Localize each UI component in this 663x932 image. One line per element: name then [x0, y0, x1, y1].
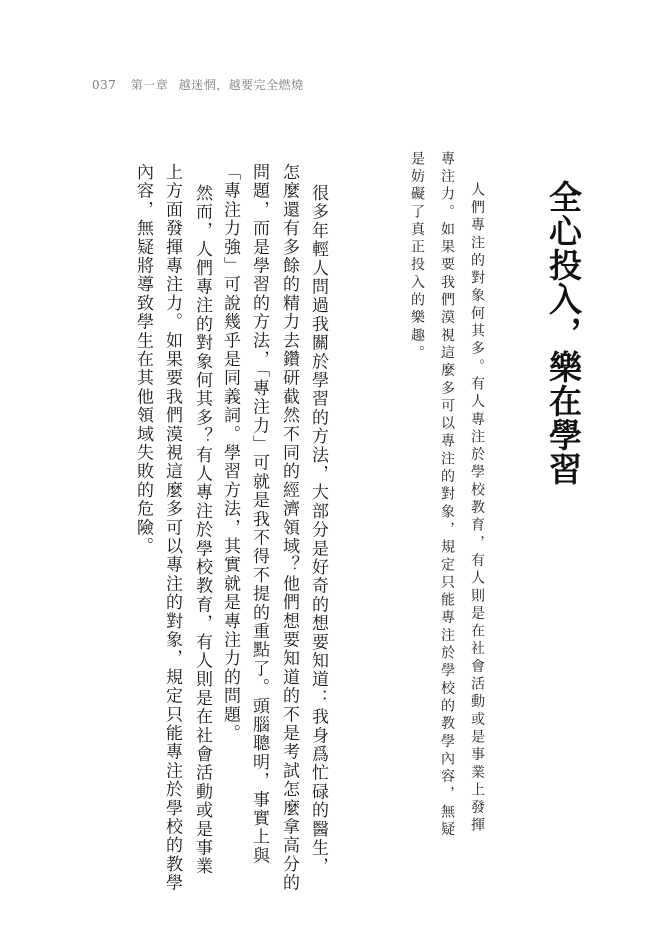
body-line: 上方面發揮專注力。如果要我們漠視這麼多可以專注的對象，規定只能專注於學校的教學	[162, 163, 182, 893]
intro-line: 人們專注的對象何其多。有人專注於學校教育，有人則是在社會活動或是事業上發揮	[469, 182, 485, 836]
running-header	[92, 76, 304, 93]
body-line: 內容，無疑將導致學生在其他領域失敗的危險。	[133, 163, 153, 556]
chapter-label: 第一章	[130, 78, 169, 92]
body-line: 怎麼還有多餘的精力去鑽研截然不同的經濟領域？他們想要知道的不是考試怎麼拿高分的	[279, 163, 299, 893]
intro-line: 是妨礙了真正投入的樂趣。	[409, 151, 425, 363]
page-number: 037	[92, 78, 117, 92]
body-line: 然而，人們專注的對象何其多？有人專注於學校教育，有人則是在社會活動或是事業	[192, 184, 212, 876]
body-line: 問題，而是學習的方法，「專注力」可就是我不得不提的重點了。頭腦聰明，事實上與	[249, 163, 269, 866]
intro-line: 專注力。如果要我們漠視這麼多可以專注的對象，規定只能專注於學校的教學內容，無疑	[439, 151, 455, 840]
body-line: 「專注力強」可說幾乎是同義詞。學習方法，其實就是專注力的問題。	[220, 163, 240, 743]
chapter-title: 越迷惘，越要完全燃燒	[178, 78, 304, 92]
body-line: 很多年輕人問過我關於學習的方法，大部分是好奇的想要知道：我身爲忙碌的醫生，	[308, 184, 328, 876]
section-title: 全心投入，樂在學習	[544, 180, 583, 486]
